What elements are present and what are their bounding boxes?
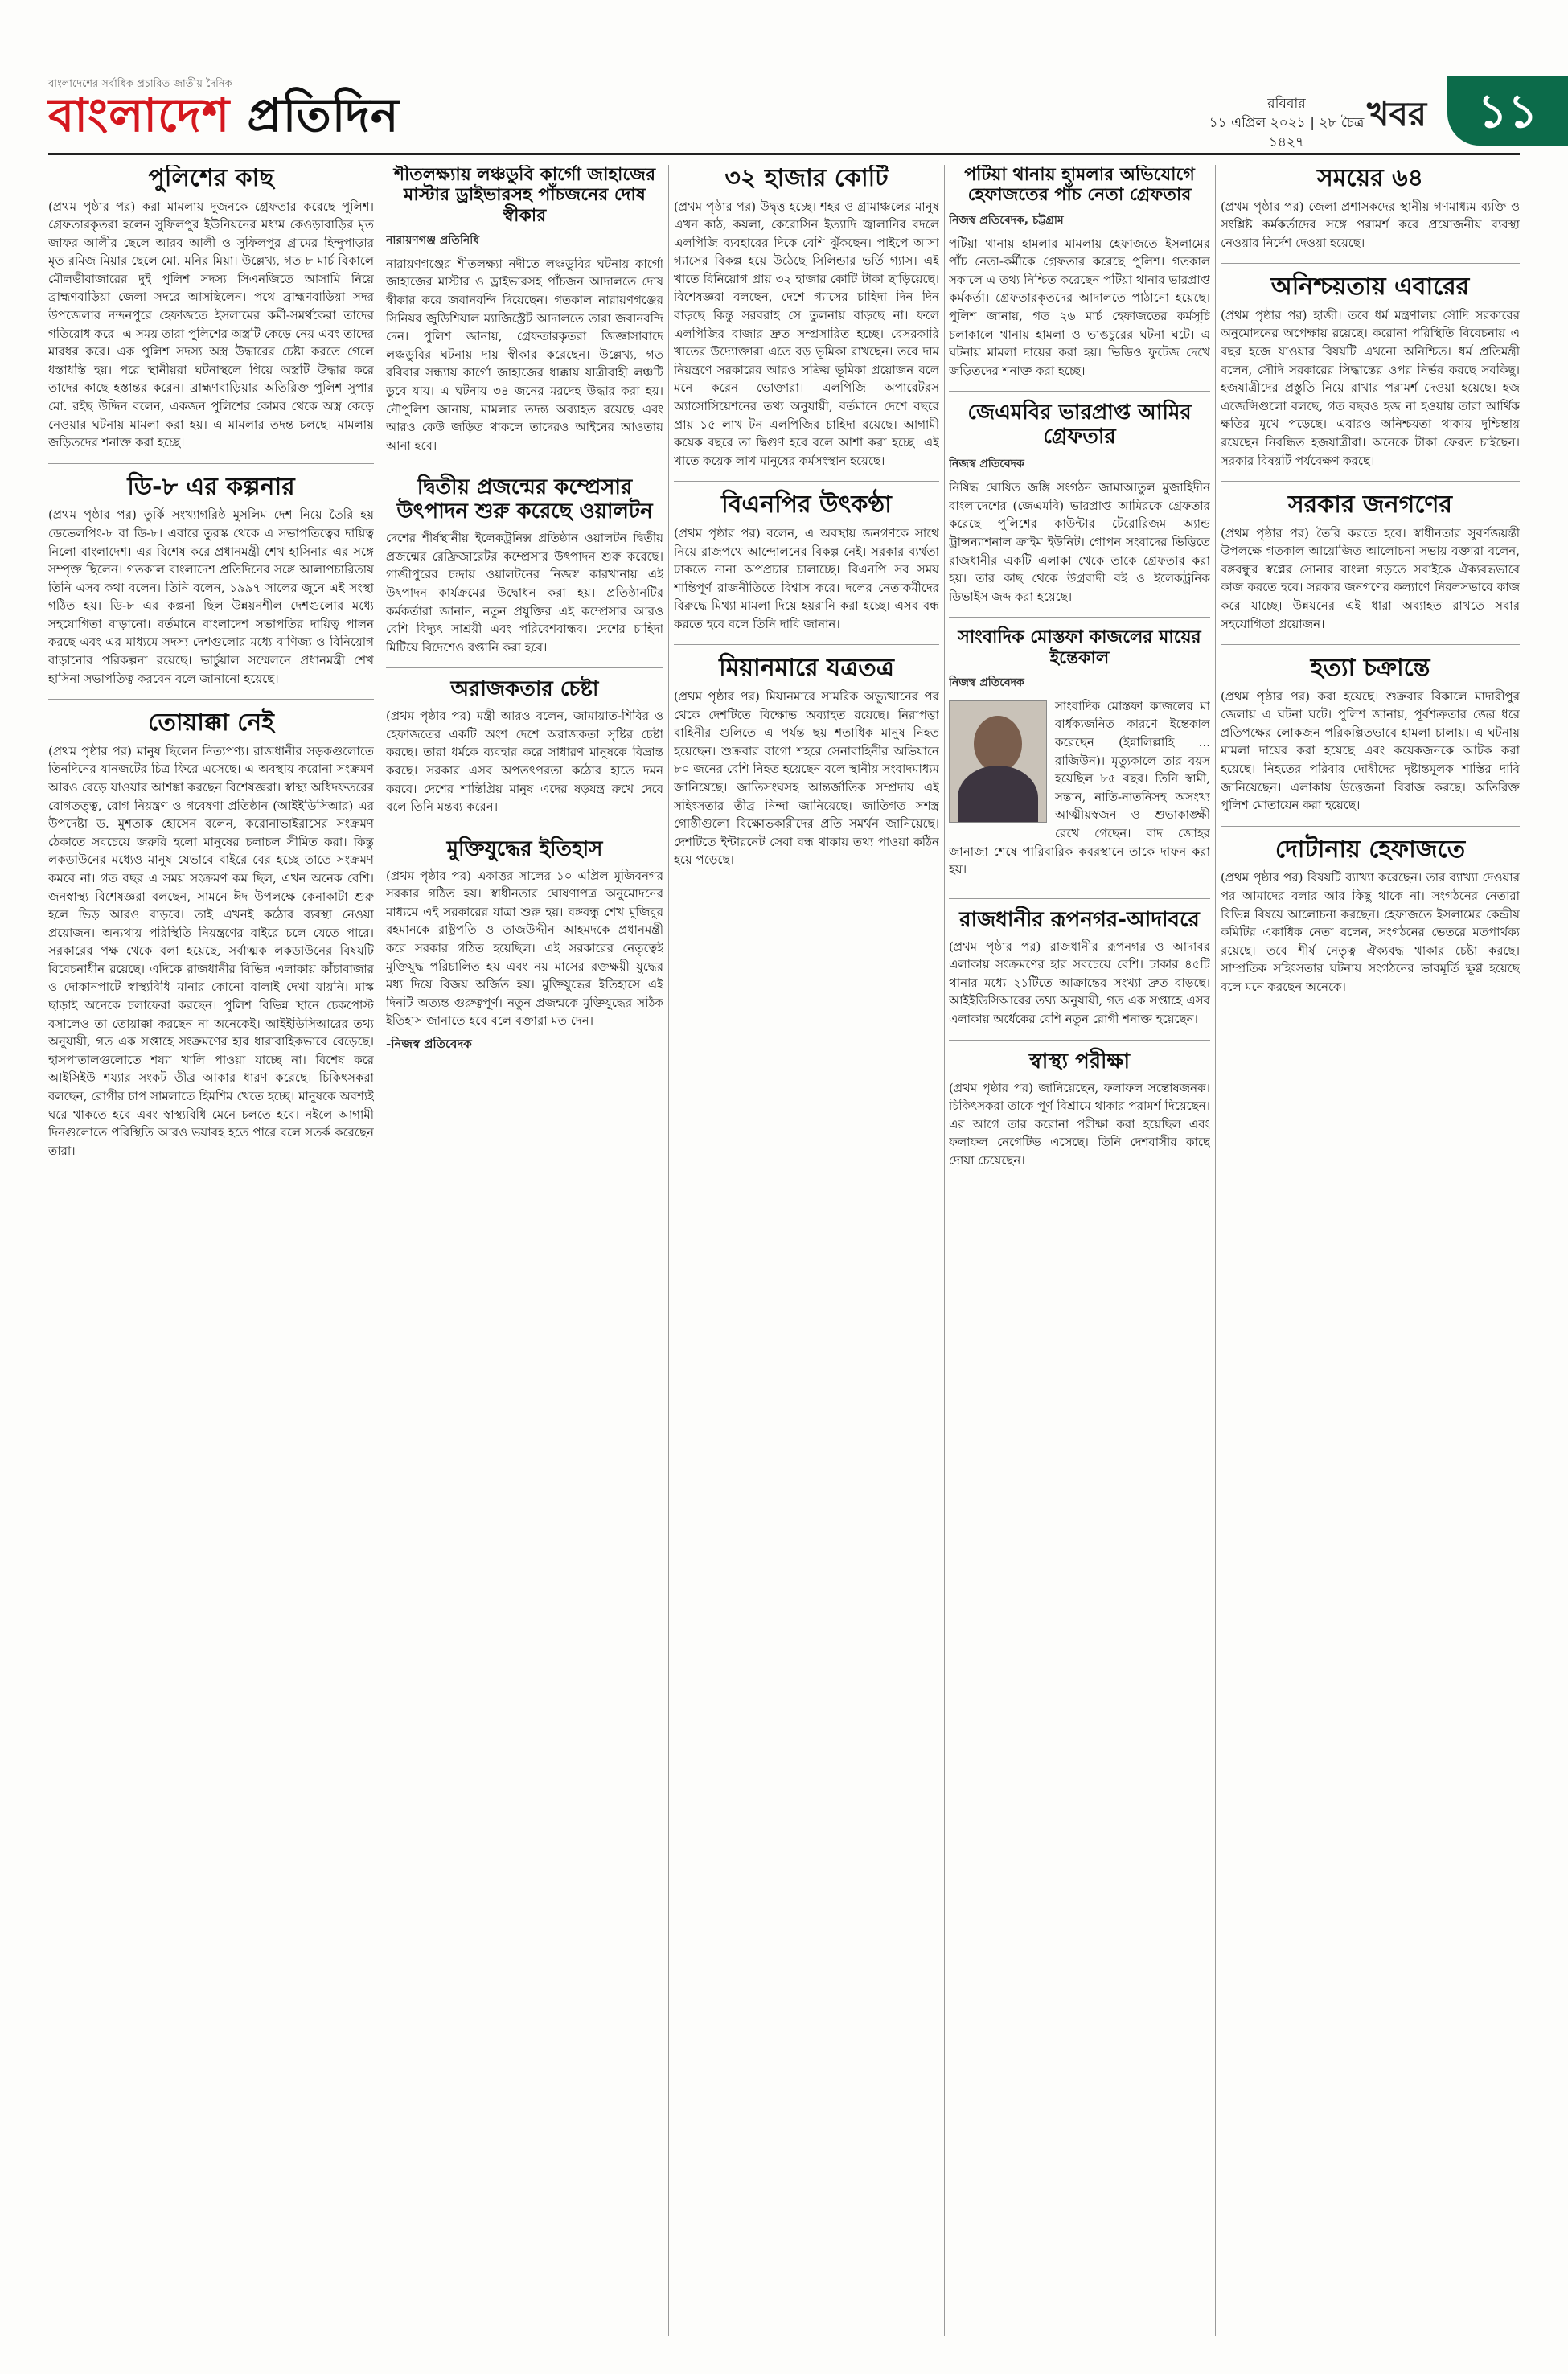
column-divider [944,165,945,2336]
date-block [1206,94,1367,152]
story-separator [1221,826,1520,827]
story-separator [1221,263,1520,264]
story-byline: নিজস্ব প্রতিবেদক, চট্টগ্রাম [949,213,1064,227]
story-byline: নিজস্ব প্রতিবেদক [949,676,1024,689]
day-label: রবিবার [1267,96,1306,112]
story-headline[interactable]: ৩২ হাজার কোটি [724,165,889,192]
story-body: (প্রথম পৃষ্ঠার পর) রাজধানীর রূপনগর ও আদাবর এলাকায় সংক্রমণের হার সবচেয়ে বেশি। ঢাকার ৪৫টি থানার মধ্যে ২১টিতে আক্রান্তের সংখ্যা দ্রুত বাড়ছে। আইইডিসিআরের তথ্য অনুযায়ী, গত এক সপ্তাহে এসব এলাকায় অর্ধেকের বেশি নতুন রোগী শনাক্ত হয়েছেন। [949,939,1210,1027]
date-label: ১১ এপ্রিল ২০২১ | ২৮ চৈত্র ১৪২৭ [1209,115,1365,150]
story-body: (প্রথম পৃষ্ঠার পর) মানুষ ছিলেন নিত্যপণ্য। রাজধানীর সড়কগুলোতে তিনদিনের যানজটের চিত্র ফিরে এসেছে। এ অবস্থায় করোনা সংক্রমণ আরও বেড়ে যাওয়ার আশঙ্কা করছেন বিশেষজ্ঞরা। স্বাস্থ্য অধিদফতরের রোগতত্ত্ব, রোগ নিয়ন্ত্রণ ও গবেষণা প্রতিষ্ঠান (আইইডিসিআর) এর উপদেষ্টা ড. মুশতাক হোসেন বলেন, করোনাভাইরাসের সংক্রমণ ঠেকাতে সবচেয়ে জরুরি হলো মানুষের চলাচল সীমিত করা। কিন্তু লকডাউনের মধ্যেও মানুষ যেভাবে বাইরে বের হচ্ছে তাতে সংক্রমণ কমবে না। গত বছর এ সময় সংক্রমণ কম ছিল, এখন অনেক বেশি। জনস্বাস্থ্য বিশেষজ্ঞরা বলছেন, সামনে ঈদ উপলক্ষে কেনাকাটা শুরু হলে ভিড় আরও বাড়বে। তাই এখনই কঠোর ব্যবস্থা নেওয়া প্রয়োজন। অন্যথায় পরিস্থিতি নিয়ন্ত্রণের বাইরে চলে যেতে পারে। সরকারের পক্ষ থেকে বলা হয়েছে, সর্বাত্মক লকডাউনের বিষয়টি বিবেচনাধীন রয়েছে। এদিকে রাজধানীর বিভিন্ন এলাকায় কাঁচাবাজার ও দোকানপাটে স্বাস্থ্যবিধি মানার কোনো বালাই দেখা যায়নি। মাস্ক ছাড়াই অনেকে চলাফেরা করছেন। পুলিশ বিভিন্ন স্থানে চেকপোস্ট বসালেও তা তোয়াক্কা করছেন না অনেকেই। আইইডিসিআরের তথ্য অনুযায়ী, গত এক সপ্তাহে সংক্রমণের হার ধারাবাহিকভাবে বেড়েছে। হাসপাতালগুলোতে শয্যা খালি পাওয়া যাচ্ছে না। বিশেষ করে আইসিইউ শয্যার সংকট তীব্র আকার ধারণ করেছে। চিকিৎসকরা বলছেন, রোগীর চাপ সামলাতে হিমশিম খেতে হচ্ছে। মানুষকে অবশ্যই ঘরে থাকতে হবে এবং স্বাস্থ্যবিধি মেনে চলতে হবে। নইলে আগামী দিনগুলোতে পরিস্থিতি আরও ভয়াবহ হতে পারে বলে সতর্ক করেছেন তারা। [48,743,374,1158]
story-separator [48,699,374,700]
story-myanmar [674,655,939,869]
story-body: (প্রথম পৃষ্ঠার পর) জানিয়েছেন, ফলাফল সন্তোষজনক। চিকিৎসকরা তাকে পূর্ণ বিশ্রামে থাকার পরামর্শ দিয়েছেন। এর আগে তার করোনা পরীক্ষা করা হয়েছিল এবং ফলাফল নেগেটিভ এসেছে। তিনি দেশবাসীর কাছে দোয়া চেয়েছেন। [949,1080,1210,1168]
story-separator [674,481,939,482]
story-separator [48,463,374,464]
story-headline[interactable]: হত্যা চক্রান্তে [1310,654,1430,683]
story-body: পটিয়া থানায় হামলার মামলায় হেফাজতে ইসলামের পাঁচ নেতা-কর্মীকে গ্রেফতার করেছে পুলিশ। গতকাল সকালে এ তথ্য নিশ্চিত করেছেন পটিয়া থানার ভারপ্রাপ্ত কর্মকর্তা। গ্রেফতারকৃতদের আদালতে পাঠানো হয়েছে। পুলিশ জানায়, গত ২৬ মার্চ হেফাজতের কর্মসূচি চলাকালে থানায় হামলা ও ভাঙচুরের ঘটনা ঘটে। এ ঘটনায় মামলা দায়ের করা হয়। ভিডিও ফুটেজ দেখে জড়িতদের শনাক্ত করা হচ্ছে। [949,236,1210,378]
story-headline[interactable]: মুক্তিযুদ্ধের ইতিহাস [446,836,603,861]
logo-part-b: প্রতিদিন [247,88,400,142]
story-body: দেশের শীর্ষস্থানীয় ইলেকট্রনিক্স প্রতিষ্ঠান ওয়ালটন দ্বিতীয় প্রজন্মের রেফ্রিজারেটর কম্প্রেসার উৎপাদন শুরু করেছে। গাজীপুরের চন্দ্রায় ওয়ালটনের নিজস্ব কারখানায় এই উৎপাদন কার্যক্রমের উদ্বোধন করা হয়। প্রতিষ্ঠানটির কর্মকর্তারা জানান, নতুন প্রযুক্তির এই কম্প্রেসার আরও বেশি বিদ্যুৎ সাশ্রয়ী এবং পরিবেশবান্ধব। দেশের চাহিদা মিটিয়ে বিদেশেও রপ্তানি করা হবে। [386,531,663,655]
story-headline[interactable]: সরকার জনগণের [1287,491,1453,520]
story-headline[interactable]: সময়ের ৬৪ [1316,165,1424,192]
story-body: (প্রথম পৃষ্ঠার পর) তুর্কি সংখ্যাগরিষ্ঠ মুসলিম দেশ নিয়ে তৈরি হয় ডেভেলপিং-৮ বা ডি-৮। এবারে তুরস্ক থেকে এ সভাপতিত্বের দায়িত্ব নিলো বাংলাদেশ। এর বিশেষ করে প্রধানমন্ত্রী শেখ হাসিনার এর সঙ্গে সম্পৃক্ত ছিলেন। গতকাল বাংলাদেশ প্রতিদিনের সঙ্গে আলাপচারিতায় তিনি এসব কথা বলেন। তিনি বলেন, ১৯৯৭ সালের জুনে এই সংস্থা গঠিত হয়। ডি-৮ এর কল্পনা ছিল উন্নয়নশীল দেশগুলোর মধ্যে সহযোগিতা বাড়ানো। বর্তমানে বাংলাদেশ সভাপতির দায়িত্ব পালন করছে এবং এর মাধ্যমে সদস্য দেশগুলোর মধ্যে বাণিজ্য ও বিনিয়োগ বাড়ানোর পরিকল্পনা রয়েছে। ভার্চুয়াল সম্মেলনে প্রধানমন্ত্রী শেখ হাসিনা সভাপতিত্ব করবেন বলে জানানো হয়েছে। [48,507,374,686]
story-jmb [949,401,1210,606]
story-headline[interactable]: দোটানায় হেফাজতে [1275,835,1466,864]
story-health-check [949,1050,1210,1170]
section-label: খবর [1367,94,1427,133]
story-liberation-war [386,838,663,1054]
story-walton [386,476,663,656]
newspaper-logo[interactable] [48,89,400,141]
column-4 [949,165,1210,2336]
story-headline[interactable]: জেএমবির ভারপ্রাপ্ত আমির গ্রেফতার [967,400,1192,450]
story-separator [1221,644,1520,645]
page-number: ১১ [1447,76,1568,146]
story-body: নিষিদ্ধ ঘোষিত জঙ্গি সংগঠন জামাআতুল মুজাহিদীন বাংলাদেশের (জেএমবি) ভারপ্রাপ্ত আমিরকে গ্রেফতার করেছে পুলিশের কাউন্টার টেরোরিজম অ্যান্ড ট্রান্সন্যাশনাল ক্রাইম ইউনিট। গোপন সংবাদের ভিত্তিতে রাজধানীর একটি এলাকা থেকে তাকে গ্রেফতার করা হয়। তার কাছ থেকে উগ্রবাদী বই ও ইলেকট্রনিক ডিভাইস জব্দ করা হয়েছে। [949,480,1210,604]
story-hajj [1221,273,1520,470]
story-d8 [48,474,374,688]
story-obituary [949,627,1210,879]
story-murder [1221,655,1520,815]
story-body: (প্রথম পৃষ্ঠার পর) মিয়ানমারে সামরিক অভ্যুত্থানের পর থেকে দেশটিতে বিক্ষোভ অব্যাহত রয়েছে। নিরাপত্তা বাহিনীর গুলিতে এ পর্যন্ত ছয় শতাধিক মানুষ নিহত হয়েছেন। শুক্রবার বাগো শহরে সেনাবাহিনীর অভিযানে ৮০ জনের বেশি নিহত হয়েছেন বলে স্থানীয় সংবাদমাধ্যম জানিয়েছে। জাতিসংঘসহ আন্তর্জাতিক সম্প্রদায় এই সহিংসতার তীব্র নিন্দা জানিয়েছে। জাতিগত সশস্ত্র গোষ্ঠীগুলো বিক্ষোভকারীদের প্রতি সমর্থন জানিয়েছে। দেশটিতে ইন্টারনেট সেবা বন্ধ থাকায় তথ্য পাওয়া কঠিন হয়ে পড়েছে। [674,688,939,868]
story-patiya [949,165,1210,380]
story-separator [949,617,1210,618]
story-body: (প্রথম পৃষ্ঠার পর) করা মামলায় দুজনকে গ্রেফতার করেছে পুলিশ। গ্রেফতারকৃতরা হলেন সুফিলপুর ইউনিয়নের মধ্যম কেওড়াবাড়ির মৃত জাফর আলীর ছেলে আরব আলী ও সুফিলপুর গ্রামের হিন্দুপাড়ার মৃত রমিজ মিয়ার ছেলে মো. মনির মিয়া। উল্লেখ্য, গত ৮ মার্চ বিকালে মৌলভীবাজারের দুই পুলিশ সদস্য সিএনজিতে আসামি নিয়ে ব্রাহ্মণবাড়িয়া জেলা সদরে আসছিলেন। পথে ব্রাহ্মণবাড়িয়া সদর উপজেলার নন্দনপুরে হেফাজতে ইসলামের কর্মী-সমর্থকেরা তাদের গতিরোধ করে। এ সময় তারা পুলিশের অস্ত্রটি কেড়ে নেয় এবং তাদের মারধর করে। এক পুলিশ সদস্য অস্ত্র উদ্ধারের চেষ্টা করতে গেলে ধস্তাধস্তি হয়। পরে স্থানীয়রা ঘটনাস্থলে গিয়ে অস্ত্রটি উদ্ধার করে তাদের কাছে হস্তান্তর করেন। ব্রাহ্মণবাড়িয়ার অতিরিক্ত পুলিশ সুপার মো. রইছ উদ্দিন বলেন, একজন পুলিশের কোমর থেকে অস্ত্র কেড়ে নেওয়ার ঘটনায় মামলা করা হয়। এ মামলার তদন্ত চলছে। মামলায় জড়িতদের শনাক্ত করা হচ্ছে। [48,199,374,450]
story-body: (প্রথম পৃষ্ঠার পর) করা হয়েছে। শুক্রবার বিকালে মাদারীপুর জেলায় এ ঘটনা ঘটে। পুলিশ জানায়, পূর্বশত্রুতার জের ধরে প্রতিপক্ষের লোকজন পরিকল্পিতভাবে হামলা চালায়। এ ঘটনায় মামলা দায়ের করা হয়েছে এবং কয়েকজনকে আটক করা হয়েছে। নিহতের পরিবার দোষীদের দৃষ্টান্তমূলক শাস্তির দাবি জানিয়েছেন। এলাকায় উত্তেজনা বিরাজ করছে। অতিরিক্ত পুলিশ মোতায়েন করা হয়েছে। [1221,688,1520,813]
masthead [48,76,1538,150]
story-body: (প্রথম পৃষ্ঠার পর) বিষয়টি ব্যাখ্যা করেছেন। তার ব্যাখ্যা দেওয়ার পর আমাদের বলার আর কিছু থাকে না। সংগঠনের নেতারা বিভিন্ন বিষয়ে আলোচনা করছেন। হেফাজতে ইসলামের কেন্দ্রীয় কমিটির একাধিক নেতা বলেন, সংগঠনের ভেতরে মতপার্থক্য রয়েছে। তবে শীর্ষ নেতৃত্ব ঐক্যবদ্ধ থাকার চেষ্টা করছে। সাম্প্রতিক সহিংসতার ঘটনায় সংগঠনের ভাবমূর্তি ক্ষুণ্ণ হয়েছে বলে মনে করছেন অনেকে। [1221,870,1520,994]
story-headline[interactable]: দ্বিতীয় প্রজন্মের কম্প্রেসার উৎপাদন শুরু করেছে ওয়ালটন [396,475,653,524]
story-rupnagar [949,909,1210,1029]
story-headline[interactable]: সাংবাদিক মোস্তফা কাজলের মায়ের ইন্তেকাল [958,627,1201,668]
story-headline[interactable]: ডি-৮ এর কল্পনার [127,472,295,501]
column-3 [674,165,939,2336]
story-separator [949,391,1210,392]
story-byline: নারায়ণগঞ্জ প্রতিনিধি [386,233,480,247]
masthead-tagline: বাংলাদেশের সর্বাধিক প্রচারিত জাতীয় দৈনিক [48,78,232,90]
story-byline: নিজস্ব প্রতিবেদক [949,458,1024,471]
story-body: (প্রথম পৃষ্ঠার পর) তৈরি করতে হবে। স্বাধীনতার সুবর্ণজয়ন্তী উপলক্ষে গতকাল আয়োজিত আলোচনা সভায় বক্তারা বলেন, বঙ্গবন্ধুর স্বপ্নের সোনার বাংলা গড়তে সবাইকে ঐক্যবদ্ধভাবে কাজ করতে হবে। সরকার জনগণের কল্যাণে নিরলসভাবে কাজ করে যাচ্ছে। উন্নয়নের এই ধারা অব্যাহত রাখতে সবার সহযোগিতা প্রয়োজন। [1221,525,1520,631]
story-government [1221,491,1520,633]
story-body: (প্রথম পৃষ্ঠার পর) মন্ত্রী আরও বলেন, জামায়াত-শিবির ও হেফাজতের একটি অংশ দেশে অরাজকতা সৃষ্টির চেষ্টা করছে। তারা ধর্মকে ব্যবহার করে সাধারণ মানুষকে বিভ্রান্ত করছে। সরকার এসব অপতৎপরতা কঠোর হাতে দমন করবে। দেশের শান্তিপ্রিয় মানুষ এদের ষড়যন্ত্র রুখে দেবে বলে তিনি মন্তব্য করেন। [386,709,663,815]
story-body: সাংবাদিক মোস্তফা কাজলের মা বার্ধক্যজনিত কারণে ইন্তেকাল করেছেন (ইন্নালিল্লাহি ... রাজিউন)। মৃত্যুকালে তার বয়স হয়েছিল ৮৫ বছর। তিনি স্বামী, সন্তান, নাতি-নাতনিসহ অসংখ্য আত্মীয়স্বজন ও শুভাকাঙ্ক্ষী রেখে গেছেন। বাদ জোহর জানাজা শেষে পারিবারিক কবরস্থানে তাকে দাফন করা হয়। [949,698,1210,877]
story-headline[interactable]: অনিশ্চয়তায় এবারের [1270,273,1470,302]
story-hefazat [1221,836,1520,996]
story-body: (প্রথম পৃষ্ঠার পর) বলেন, এ অবস্থায় জনগণকে সাথে নিয়ে রাজপথে আন্দোলনের বিকল্প নেই। সরকার ব্যর্থতা ঢাকতে নানা অপপ্রচার চালাচ্ছে। বিএনপি সব সময় শান্তিপূর্ণ রাজনীতিতে বিশ্বাস করে। দলের নেতাকর্মীদের বিরুদ্ধে মিথ্যা মামলা দিয়ে হয়রানি করা হচ্ছে। এসব বন্ধ করতে হবে বলে তিনি দাবি জানান। [674,525,939,631]
story-anarchy [386,678,663,815]
story-64-districts [1221,165,1520,252]
story-bnp [674,491,939,633]
story-headline[interactable]: অরাজকতার চেষ্টা [450,677,599,702]
column-5 [1221,165,1520,2336]
story-lpg [674,165,939,470]
story-headline[interactable]: তোয়াক্কা নেই [148,709,274,737]
story-headline[interactable]: পুলিশের কাছ [148,165,274,192]
story-separator [949,898,1210,899]
column-divider [668,165,669,2336]
story-separator [386,667,663,668]
story-body: (প্রথম পৃষ্ঠার পর) হাজী। তবে ধর্ম মন্ত্রণালয় সৌদি সরকারের অনুমোদনের অপেক্ষায় রয়েছে। করোনা পরিস্থিতি বিবেচনায় এ বছর হজে যাওয়ার বিষয়টি এখনো অনিশ্চিত। ধর্ম প্রতিমন্ত্রী বলেন, সৌদি সরকারের সিদ্ধান্তের ওপর নির্ভর করছে সবকিছু। হজযাত্রীদের প্রস্তুতি নিয়ে রাখার পরামর্শ দেওয়া হয়েছে। হজ এজেন্সিগুলো বলছে, গত বছরও হজ না হওয়ায় তারা আর্থিক ক্ষতির মুখে পড়েছে। এবারও অনিশ্চয়তা থাকায় দুশ্চিন্তায় রয়েছেন নিবন্ধিত হজযাত্রীরা। অনেকে টাকা ফেরত চাইছেন। সরকার বিষয়টি পর্যবেক্ষণ করছে। [1221,307,1520,468]
story-signature: -নিজস্ব প্রতিবেদক [386,1037,472,1052]
portrait-head-shape [974,716,1022,772]
story-headline[interactable]: পটিয়া থানায় হামলার অভিযোগে হেফাজতের পাঁচ নেতা গ্রেফতার [964,165,1195,206]
story-headline[interactable]: শীতলক্ষ্যায় লঞ্চডুবি কার্গো জাহাজের মাস্টার ড্রাইভারসহ পাঁচজনের দোষ স্বীকার [393,165,656,226]
story-separator [674,644,939,645]
story-body: (প্রথম পৃষ্ঠার পর) জেলা প্রশাসকদের স্থানীয় গণমাধ্যম ব্যক্তি ও সংশ্লিষ্ট কর্মকর্তাদের সঙ্গে পরামর্শ করে প্রয়োজনীয় ব্যবস্থা নেওয়ার নির্দেশ দেওয়া হয়েছে। [1221,199,1520,250]
story-police [48,165,374,452]
story-body: নারায়ণগঞ্জের শীতলক্ষ্যা নদীতে লঞ্চডুবির ঘটনায় কার্গো জাহাজের মাস্টার ও ড্রাইভারসহ পাঁচজন আদালতে দোষ স্বীকার করে জবানবন্দি দিয়েছেন। গতকাল নারায়ণগঞ্জের সিনিয়র জুডিশিয়াল ম্যাজিস্ট্রেট আদালতে তারা জবানবন্দি দেন। পুলিশ জানায়, গ্রেফতারকৃতরা জিজ্ঞাসাবাদে লঞ্চডুবির ঘটনায় দায় স্বীকার করেছেন। উল্লেখ্য, গত রবিবার সন্ধ্যায় কার্গো জাহাজের ধাক্কায় যাত্রীবাহী লঞ্চটি ডুবে যায়। এ ঘটনায় ৩৪ জনের মরদেহ উদ্ধার করা হয়। নৌপুলিশ জানায়, মামলার তদন্ত অব্যাহত রয়েছে এবং আরও কেউ জড়িত থাকলে তাদেরও আইনের আওতায় আনা হবে। [386,256,663,453]
story-separator [949,1040,1210,1041]
story-lockdown [48,709,374,1160]
logo-part-a: বাংলাদেশ [48,88,231,142]
column-divider [1215,165,1216,2336]
portrait-body-shape [958,766,1038,823]
story-headline[interactable]: মিয়ানমারে যত্রতত্র [719,654,894,683]
story-separator [1221,481,1520,482]
column-2 [386,165,663,2336]
story-headline[interactable]: রাজধানীর রূপনগর-আদাবরে [959,907,1200,932]
column-1 [48,165,374,2336]
portrait-photo [949,700,1047,823]
story-launch-sinking [386,165,663,454]
story-body: (প্রথম পৃষ্ঠার পর) একাত্তর সালের ১০ এপ্রিল মুজিবনগর সরকার গঠিত হয়। স্বাধীনতার ঘোষণাপত্র অনুমোদনের মাধ্যমে এই সরকারের যাত্রা শুরু হয়। বঙ্গবন্ধু শেখ মুজিবুর রহমানকে রাষ্ট্রপতি ও তাজউদ্দীন আহমদকে প্রধানমন্ত্রী করে সরকার গঠিত হয়েছিল। এই সরকারের নেতৃত্বেই মুক্তিযুদ্ধ পরিচালিত হয় এবং নয় মাসের রক্তক্ষয়ী যুদ্ধের মধ্য দিয়ে বিজয় অর্জিত হয়। মুক্তিযুদ্ধের ইতিহাসে এই দিনটি অত্যন্ত গুরুত্বপূর্ণ। নতুন প্রজন্মকে মুক্তিযুদ্ধের সঠিক ইতিহাস জানাতে হবে বলে বক্তারা মত দেন। [386,868,663,1029]
masthead-rule [48,153,1520,155]
story-headline[interactable]: স্বাস্থ্য পরীক্ষা [1028,1049,1131,1074]
story-headline[interactable]: বিএনপির উৎকণ্ঠা [721,491,892,520]
story-body: (প্রথম পৃষ্ঠার পর) উদ্বৃত্ত হচ্ছে। শহর ও গ্রামাঞ্চলের মানুষ এখন কাঠ, কয়লা, কেরোসিন ইত্যাদি জ্বালানির বদলে এলপিজি ব্যবহারের দিকে বেশি ঝুঁকছেন। পাইপে আসা গ্যাসের বিকল্প হয়ে উঠেছে সিলিন্ডার ভর্তি গ্যাস। এই খাতে বিনিয়োগ প্রায় ৩২ হাজার কোটি টাকা ছাড়িয়েছে। বিশেষজ্ঞরা বলছেন, দেশে গ্যাসের চাহিদা দিন দিন বাড়ছে কিন্তু সরবরাহ সে তুলনায় বাড়ছে না। ফলে এলপিজির বাজার দ্রুত সম্প্রসারিত হচ্ছে। বেসরকারি খাতের উদ্যোক্তারা এতে বড় ভূমিকা রাখছেন। তবে দাম নিয়ন্ত্রণে সরকারের আরও সক্রিয় ভূমিকা প্রয়োজন বলে মনে করেন ভোক্তারা। এলপিজি অপারেটরস অ্যাসোসিয়েশনের তথ্য অনুযায়ী, বর্তমানে দেশে বছরে প্রায় ১৫ লাখ টন এলপিজির চাহিদা রয়েছে। আগামী কয়েক বছরে তা দ্বিগুণ হবে বলে আশা করা হচ্ছে। এই খাতে কয়েক লাখ মানুষের কর্মসংস্থান হয়েছে। [674,199,939,468]
